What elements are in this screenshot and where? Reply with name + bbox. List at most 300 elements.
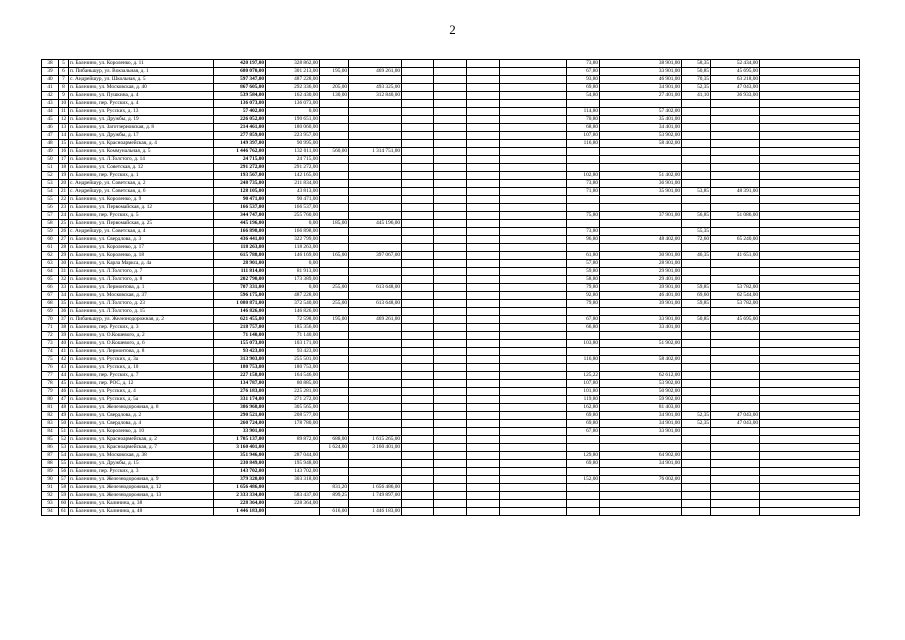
table-cell <box>349 100 402 108</box>
table-cell <box>402 396 434 404</box>
table-cell <box>711 140 760 148</box>
table-cell: 1 705 137,00 <box>214 436 266 444</box>
table-cell: 89 872,00 <box>266 436 320 444</box>
table-cell <box>434 252 467 260</box>
table-cell <box>349 404 402 412</box>
table-cell <box>682 396 711 404</box>
table-cell <box>266 428 320 436</box>
table-cell: п. Балезино, ул. Лермонтова, д. 8 <box>69 348 214 356</box>
table-cell <box>434 164 467 172</box>
table-cell: 80 885,00 <box>266 380 320 388</box>
table-cell <box>402 188 434 196</box>
table-cell-empty <box>760 356 860 364</box>
table-cell <box>467 284 500 292</box>
table-cell <box>500 356 567 364</box>
table-cell: 90 471,00 <box>266 196 320 204</box>
table-cell <box>320 364 349 372</box>
table-cell: 53 782,00 <box>711 284 760 292</box>
table-cell <box>349 236 402 244</box>
table-cell: 66 <box>42 284 59 292</box>
table-cell: 45 <box>59 380 69 388</box>
table-cell: 18 <box>59 164 69 172</box>
table-cell: 81 403,00 <box>600 404 682 412</box>
table-row <box>42 420 860 428</box>
table-cell <box>320 236 349 244</box>
table-cell <box>434 140 467 148</box>
table-cell <box>682 164 711 172</box>
table-cell: 45 695,00 <box>711 316 760 324</box>
table-cell: п. Балезино, ул. Дружбы, д. 15 <box>69 460 214 468</box>
table-cell <box>500 292 567 300</box>
table-cell: 24 715,00 <box>266 156 320 164</box>
table-cell <box>567 508 600 516</box>
table-cell: 73,80 <box>567 60 600 68</box>
table-cell <box>434 60 467 68</box>
table-cell: 67,80 <box>567 316 600 324</box>
table-cell <box>434 484 467 492</box>
table-row <box>42 436 860 444</box>
table-cell: 1 314 751,00 <box>349 148 402 156</box>
table-cell <box>682 140 711 148</box>
table-cell: п. Балезино, пер. Русских, д. 1 <box>69 172 214 180</box>
table-cell: 45 <box>42 116 59 124</box>
table-cell <box>682 484 711 492</box>
table-cell: 3 160 401,00 <box>214 444 266 452</box>
table-cell: п. Балезино, ул. О.Кошевого, д. 6 <box>69 340 214 348</box>
table-cell <box>682 436 711 444</box>
table-cell-empty <box>760 348 860 356</box>
table-cell: 81 913,00 <box>266 268 320 276</box>
table-cell: 43 <box>59 364 69 372</box>
table-cell <box>600 444 682 452</box>
table-cell <box>402 276 434 284</box>
table-cell <box>467 236 500 244</box>
table-cell: п. Балезино, ул. Калинина, д. 48 <box>69 508 214 516</box>
table-cell: 93 423,00 <box>214 348 266 356</box>
table-cell <box>402 164 434 172</box>
table-cell: 0,00 <box>266 260 320 268</box>
table-cell: 77 <box>42 372 59 380</box>
table-cell: 15 <box>59 140 69 148</box>
table-cell: 96,80 <box>567 236 600 244</box>
table-cell <box>711 244 760 252</box>
table-cell <box>349 332 402 340</box>
page-number: 2 <box>449 22 456 37</box>
table-cell-empty <box>760 156 860 164</box>
table-cell <box>600 204 682 212</box>
table-cell: 255,00 <box>320 284 349 292</box>
table-cell: 372 540,00 <box>266 300 320 308</box>
table-cell: 46 <box>59 388 69 396</box>
table-cell: 51 <box>59 428 69 436</box>
table-row <box>42 260 860 268</box>
table-cell: 40 <box>42 76 59 84</box>
table-cell: 73,80 <box>567 228 600 236</box>
table-cell <box>500 500 567 508</box>
table-cell: 143 702,00 <box>214 468 266 476</box>
table-cell: 146 826,00 <box>266 308 320 316</box>
table-cell <box>600 164 682 172</box>
table-cell-empty <box>760 180 860 188</box>
table-cell <box>567 148 600 156</box>
table-cell-empty <box>760 420 860 428</box>
table-cell <box>682 148 711 156</box>
table-cell <box>567 100 600 108</box>
table-cell-empty <box>760 196 860 204</box>
table-cell: 58 402,00 <box>600 356 682 364</box>
table-cell <box>600 244 682 252</box>
table-cell <box>500 156 567 164</box>
table-cell <box>320 204 349 212</box>
table-cell: 65 240,00 <box>711 236 760 244</box>
table-cell <box>320 60 349 68</box>
table-cell <box>500 172 567 180</box>
table-cell: 48 <box>42 140 59 148</box>
table-cell: 28 901,00 <box>214 260 266 268</box>
table-cell-empty <box>760 460 860 468</box>
table-cell <box>711 372 760 380</box>
table-cell: 34 901,00 <box>600 460 682 468</box>
table-cell <box>682 340 711 348</box>
table-cell: 46 901,00 <box>600 76 682 84</box>
table-cell: 707 331,00 <box>214 284 266 292</box>
table-row <box>42 508 860 516</box>
table-cell <box>434 300 467 308</box>
table-cell <box>467 372 500 380</box>
table-cell <box>500 300 567 308</box>
table-cell: 24 <box>59 212 69 220</box>
table-cell: 322 799,00 <box>266 236 320 244</box>
table-cell: п. Балезино, ул. Л.Толстого, д. 15 <box>69 308 214 316</box>
table-cell <box>500 484 567 492</box>
table-cell: 34 901,00 <box>600 84 682 92</box>
table-row <box>42 68 860 76</box>
table-cell <box>600 308 682 316</box>
table-cell <box>467 388 500 396</box>
table-cell <box>711 428 760 436</box>
table-cell: с. Андрейшур, ул. Советская, д. 4 <box>69 228 214 236</box>
table-cell: 397 067,00 <box>349 252 402 260</box>
table-cell <box>500 460 567 468</box>
table-row <box>42 84 860 92</box>
table-cell: 34 901,00 <box>600 420 682 428</box>
table-row <box>42 316 860 324</box>
table-cell: 35 901,00 <box>600 188 682 196</box>
table-cell <box>711 340 760 348</box>
table-cell: 91 <box>42 484 59 492</box>
table-cell <box>434 428 467 436</box>
table-cell: 72,60 <box>682 236 711 244</box>
table-cell <box>467 108 500 116</box>
table-cell <box>434 340 467 348</box>
table-cell: 48 391,00 <box>711 188 760 196</box>
table-cell <box>349 164 402 172</box>
table-cell: 292 336,00 <box>266 84 320 92</box>
table-cell-empty <box>760 444 860 452</box>
table-cell: 29 401,00 <box>600 276 682 284</box>
table-cell <box>711 460 760 468</box>
table-cell: 152,00 <box>567 476 600 484</box>
table-cell <box>711 492 760 500</box>
table-cell: 21 <box>59 188 69 196</box>
table-cell: 72 598,00 <box>266 316 320 324</box>
table-cell <box>320 404 349 412</box>
table-cell <box>600 100 682 108</box>
table-cell: 78 <box>42 380 59 388</box>
table-cell-empty <box>760 316 860 324</box>
table-cell: 53 <box>42 180 59 188</box>
table-cell-empty <box>760 300 860 308</box>
table-cell <box>467 92 500 100</box>
table-cell <box>349 228 402 236</box>
table-cell <box>349 196 402 204</box>
table-cell: 39 901,00 <box>600 300 682 308</box>
table-cell: 33 901,00 <box>600 316 682 324</box>
table-cell-empty <box>760 76 860 84</box>
table-cell: п. Балезино, ул. Русских, д. 13 <box>69 108 214 116</box>
table-cell <box>711 380 760 388</box>
table-cell: 69,80 <box>567 412 600 420</box>
table-cell: 255,00 <box>320 300 349 308</box>
table-cell <box>349 412 402 420</box>
table-cell <box>349 340 402 348</box>
table-cell: 248 735,00 <box>214 180 266 188</box>
table-cell: 88 <box>42 460 59 468</box>
table-cell <box>500 140 567 148</box>
table-cell <box>434 268 467 276</box>
table-cell: 46,35 <box>682 252 711 260</box>
table-cell <box>467 420 500 428</box>
table-cell: 119,80 <box>567 396 600 404</box>
table-cell: 487 228,00 <box>266 76 320 84</box>
table-cell <box>567 500 600 508</box>
table-cell: 57 <box>59 476 69 484</box>
table-cell <box>567 484 600 492</box>
table-cell <box>467 124 500 132</box>
table-cell: 73,80 <box>567 180 600 188</box>
table-row <box>42 396 860 404</box>
table-cell: п. Балезино, ул. Л.Толстого, д. 23 <box>69 300 214 308</box>
table-cell: 118 263,00 <box>214 244 266 252</box>
table-cell <box>349 116 402 124</box>
table-cell <box>320 308 349 316</box>
table-cell: 66,80 <box>567 324 600 332</box>
table-cell <box>402 228 434 236</box>
table-cell <box>711 324 760 332</box>
table-cell <box>467 428 500 436</box>
table-cell <box>349 364 402 372</box>
table-cell: 33 901,00 <box>600 428 682 436</box>
table-cell-empty <box>760 396 860 404</box>
table-cell: 59,85 <box>682 284 711 292</box>
data-table <box>41 59 860 516</box>
table-cell <box>467 364 500 372</box>
table-cell <box>500 92 567 100</box>
table-cell: 301 213,00 <box>266 68 320 76</box>
table-cell: 12 <box>59 116 69 124</box>
table-cell <box>434 508 467 516</box>
table-cell-empty <box>760 124 860 132</box>
table-cell <box>402 212 434 220</box>
table-cell <box>402 292 434 300</box>
table-cell: 23 <box>59 204 69 212</box>
table-row <box>42 172 860 180</box>
table-cell <box>682 156 711 164</box>
table-cell: п. Балезино, ул. Первомайская, д. 12 <box>69 204 214 212</box>
table-cell <box>467 396 500 404</box>
table-cell <box>402 428 434 436</box>
table-cell: 469 261,00 <box>349 68 402 76</box>
table-cell: п. Балезино, ул. Железнодорожная, д. 12 <box>69 484 214 492</box>
table-cell <box>682 116 711 124</box>
table-cell-empty <box>760 236 860 244</box>
table-cell: п. Пибаньшур, ул. Железнодорожная, д. 2 <box>69 316 214 324</box>
table-cell: 87 <box>42 452 59 460</box>
table-cell: 27 <box>59 236 69 244</box>
table-cell <box>500 68 567 76</box>
table-cell <box>567 196 600 204</box>
table-cell <box>434 124 467 132</box>
table-cell <box>467 340 500 348</box>
table-cell: 1 656 486,00 <box>349 484 402 492</box>
table-cell <box>320 212 349 220</box>
table-row <box>42 452 860 460</box>
table-cell <box>467 356 500 364</box>
table-cell <box>434 420 467 428</box>
table-cell <box>500 252 567 260</box>
table-cell <box>467 412 500 420</box>
table-cell <box>320 348 349 356</box>
table-cell <box>402 460 434 468</box>
table-cell <box>682 268 711 276</box>
table-cell <box>320 244 349 252</box>
table-row <box>42 268 860 276</box>
table-cell <box>682 244 711 252</box>
table-cell: 166 898,00 <box>214 228 266 236</box>
table-cell: 312 840,00 <box>349 92 402 100</box>
table-cell: 616,00 <box>320 508 349 516</box>
table-cell: 132 011,00 <box>266 148 320 156</box>
table-cell <box>600 484 682 492</box>
table-cell <box>600 228 682 236</box>
table-cell <box>600 148 682 156</box>
table-cell: 166 537,00 <box>214 204 266 212</box>
table-cell <box>349 452 402 460</box>
table-cell <box>402 148 434 156</box>
table-cell <box>434 244 467 252</box>
table-cell-empty <box>760 340 860 348</box>
table-cell <box>711 156 760 164</box>
table-cell: 230 849,00 <box>214 460 266 468</box>
table-cell: п. Балезино, ул. Короленко, д. 17 <box>69 244 214 252</box>
table-cell-empty <box>760 100 860 108</box>
table-cell <box>402 324 434 332</box>
table-cell: 1 656 486,00 <box>214 484 266 492</box>
table-cell-empty <box>760 68 860 76</box>
table-cell: 51 086,00 <box>711 212 760 220</box>
table-cell: 53,85 <box>682 188 711 196</box>
table-cell-empty <box>760 372 860 380</box>
table-body <box>42 60 860 516</box>
table-cell <box>467 84 500 92</box>
table-cell: 1 749 897,00 <box>349 492 402 500</box>
table-cell <box>467 244 500 252</box>
table-cell <box>467 308 500 316</box>
table-cell <box>402 196 434 204</box>
table-cell: 71 140,00 <box>266 332 320 340</box>
table-cell <box>500 284 567 292</box>
table-cell: 29 901,00 <box>600 268 682 276</box>
table-cell <box>402 236 434 244</box>
table-cell-empty <box>760 468 860 476</box>
table-cell <box>682 196 711 204</box>
table-cell: 107,80 <box>567 132 600 140</box>
table-cell-empty <box>760 492 860 500</box>
table-cell <box>320 388 349 396</box>
table-cell <box>500 76 567 84</box>
table-cell: 0,00 <box>266 220 320 228</box>
table-cell <box>402 300 434 308</box>
table-cell: п. Балезино, ул. Л.Толстого, д. 14 <box>69 156 214 164</box>
table-cell <box>711 276 760 284</box>
table-cell: 291 272,00 <box>266 164 320 172</box>
table-cell <box>711 508 760 516</box>
table-cell: 57,80 <box>567 260 600 268</box>
table-cell <box>349 124 402 132</box>
table-cell <box>711 116 760 124</box>
table-cell: п. Балезино, ул. Железнодорожная, д. 9 <box>69 476 214 484</box>
table-cell-empty <box>760 484 860 492</box>
table-cell: 74 <box>42 348 59 356</box>
table-row <box>42 164 860 172</box>
table-cell <box>320 428 349 436</box>
table-cell: 255 760,00 <box>266 212 320 220</box>
table-cell: 180 753,00 <box>266 364 320 372</box>
table-cell <box>500 124 567 132</box>
table-cell: 76 <box>42 364 59 372</box>
table-cell <box>320 124 349 132</box>
table-cell <box>402 220 434 228</box>
table-cell: 33 401,00 <box>600 324 682 332</box>
table-cell: 45 695,00 <box>711 68 760 76</box>
table-cell <box>349 180 402 188</box>
table-cell <box>320 228 349 236</box>
table-cell: 8 <box>59 84 69 92</box>
table-cell <box>467 228 500 236</box>
table-cell: 26 <box>59 228 69 236</box>
table-row <box>42 428 860 436</box>
table-cell: 28 <box>59 244 69 252</box>
table-cell: п. Балезино, ул. Короленко, д. 10 <box>69 428 214 436</box>
table-cell <box>349 500 402 508</box>
table-cell: 52,35 <box>682 84 711 92</box>
table-cell <box>500 364 567 372</box>
table-row <box>42 196 860 204</box>
table-cell <box>500 220 567 228</box>
table-cell <box>500 388 567 396</box>
table-cell: 2 333 334,00 <box>214 492 266 500</box>
table-cell: 46 <box>42 124 59 132</box>
table-cell: 487 228,00 <box>266 292 320 300</box>
table-cell <box>567 492 600 500</box>
table-cell <box>320 396 349 404</box>
table-cell <box>349 468 402 476</box>
table-cell <box>349 76 402 84</box>
table-row <box>42 412 860 420</box>
table-row <box>42 388 860 396</box>
table-cell: 328 862,00 <box>266 60 320 68</box>
table-row <box>42 244 860 252</box>
